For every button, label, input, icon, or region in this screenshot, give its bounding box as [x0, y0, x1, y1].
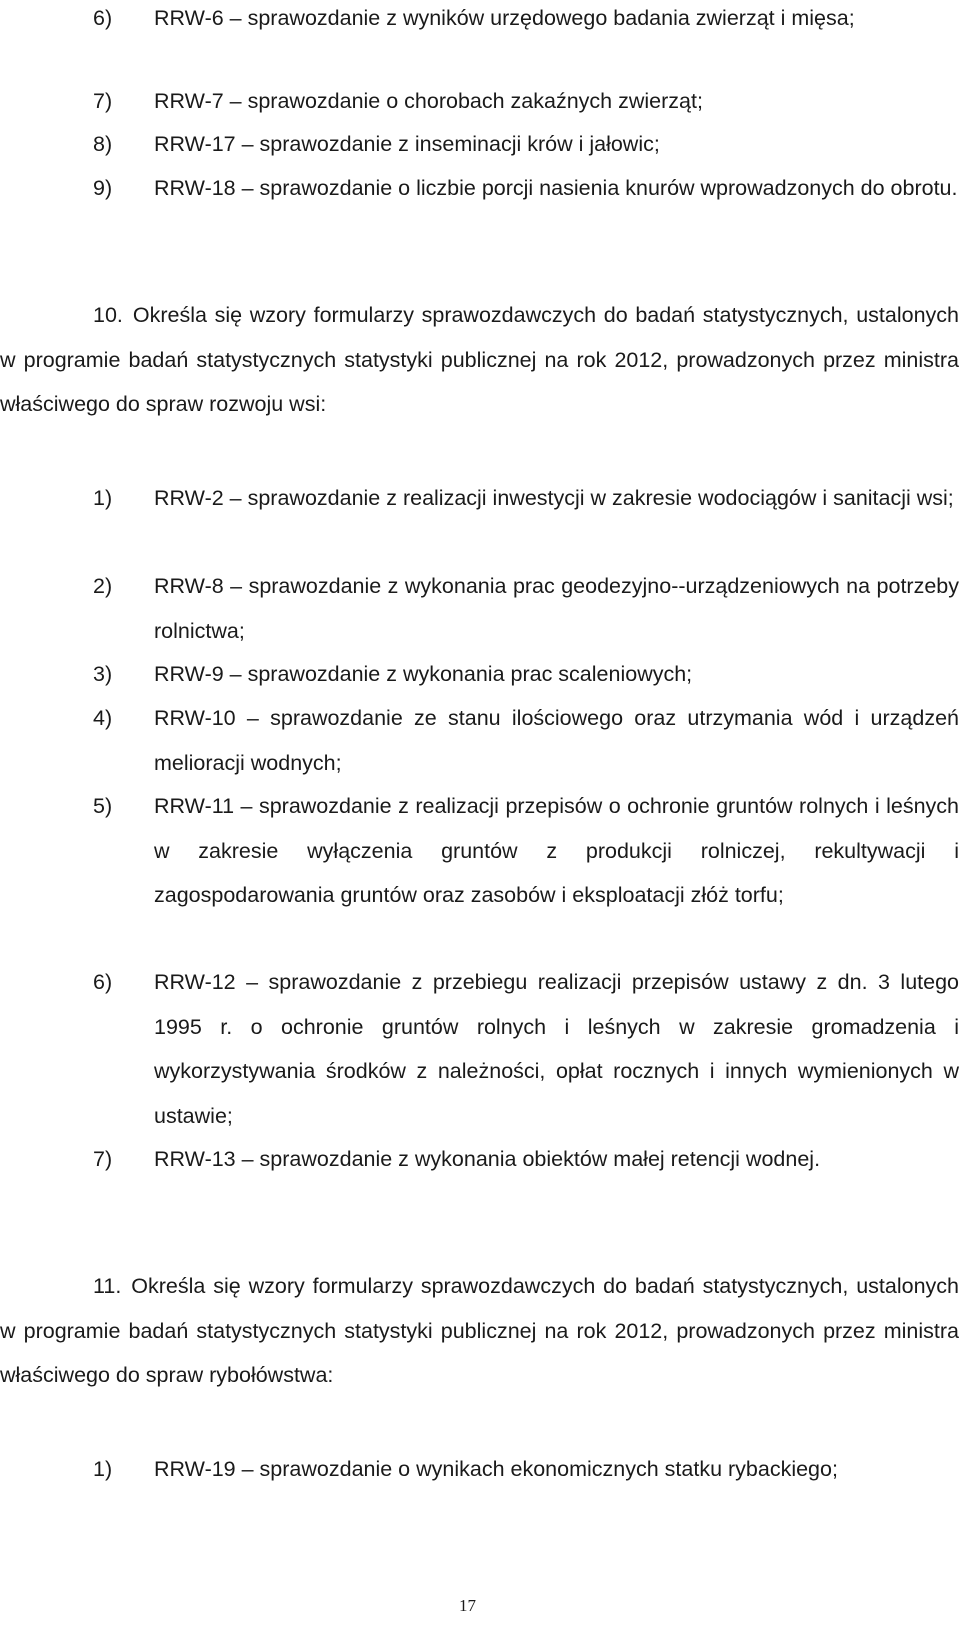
list-item-text: RRW-9 – sprawozdanie z wykonania prac scaleniowych;	[154, 662, 693, 686]
paragraph-text: Określa się wzory formularzy sprawozdawczych do badań statystycznych, ustalonych w programie badań statystycznych statystyki publicznej na rok 2012, prowadzonych przez ministra właściwego do spraw rybołówstwa:	[0, 1274, 959, 1387]
paragraph-10	[0, 293, 959, 427]
list-item-text: RRW-6 – sprawozdanie z wyników urzędowego badania zwierząt i mięsa;	[154, 6, 855, 30]
list-item-text: RRW-7 – sprawozdanie o chorobach zakaźnych zwierząt;	[154, 89, 703, 113]
list-item-number: 8)	[93, 132, 113, 156]
list-item-number: 2)	[93, 574, 113, 598]
list-item-number: 6)	[93, 970, 113, 994]
list-item-text: RRW-8 – sprawozdanie z wykonania prac geodezyjno--urządzeniowych na potrzeby rolnictwa;	[154, 574, 959, 643]
list-item-number: 7)	[93, 89, 113, 113]
list-item-number: 4)	[93, 706, 113, 730]
paragraph-number: 10.	[93, 303, 123, 327]
list-item-text: RRW-13 – sprawozdanie z wykonania obiektów małej retencji wodnej.	[154, 1147, 821, 1171]
list-item-text: RRW-18 – sprawozdanie o liczbie porcji nasienia knurów wprowadzonych do obrotu.	[154, 176, 958, 200]
page-number: 17	[459, 1596, 476, 1615]
list-item-number: 7)	[93, 1147, 113, 1171]
paragraph-text: Określa się wzory formularzy sprawozdawczych do badań statystycznych, ustalonych w programie badań statystycznych statystyki publicznej na rok 2012, prowadzonych przez ministra właściwego do spraw rozwoju wsi:	[0, 303, 959, 416]
list-item-number: 1)	[93, 1457, 113, 1481]
list-item-number: 3)	[93, 662, 113, 686]
paragraph-number: 11.	[93, 1274, 122, 1298]
list-item-text: RRW-12 – sprawozdanie z przebiegu realizacji przepisów ustawy z dn. 3 lutego 1995 r. o ochronie gruntów rolnych i leśnych w zakresie gromadzenia i wykorzystywania środków z należności, opłat rocznych i innych wymienionych w ustawie;	[154, 970, 959, 1128]
list-item-text: RRW-17 – sprawozdanie z inseminacji krów i jałowic;	[154, 132, 660, 156]
paragraph-11	[0, 1264, 959, 1398]
list-item-text: RRW-11 – sprawozdanie z realizacji przepisów o ochronie gruntów rolnych i leśnych w zakresie wyłączenia gruntów z produkcji rolniczej, rekultywacji i zagospodarowania gruntów oraz zasobów i eksploatacji złóż torfu;	[154, 794, 959, 907]
list-item-text: RRW-2 – sprawozdanie z realizacji inwestycji w zakresie wodociągów i sanitacji wsi;	[154, 486, 954, 510]
list-item-number: 9)	[93, 176, 113, 200]
list-item-text: RRW-19 – sprawozdanie o wynikach ekonomicznych statku rybackiego;	[154, 1457, 838, 1481]
list-item-number: 5)	[93, 794, 113, 818]
list-item-number: 1)	[93, 486, 113, 510]
list-item-number: 6)	[93, 6, 113, 30]
list-item-text: RRW-10 – sprawozdanie ze stanu ilościowego oraz utrzymania wód i urządzeń melioracji wodnych;	[154, 706, 959, 775]
